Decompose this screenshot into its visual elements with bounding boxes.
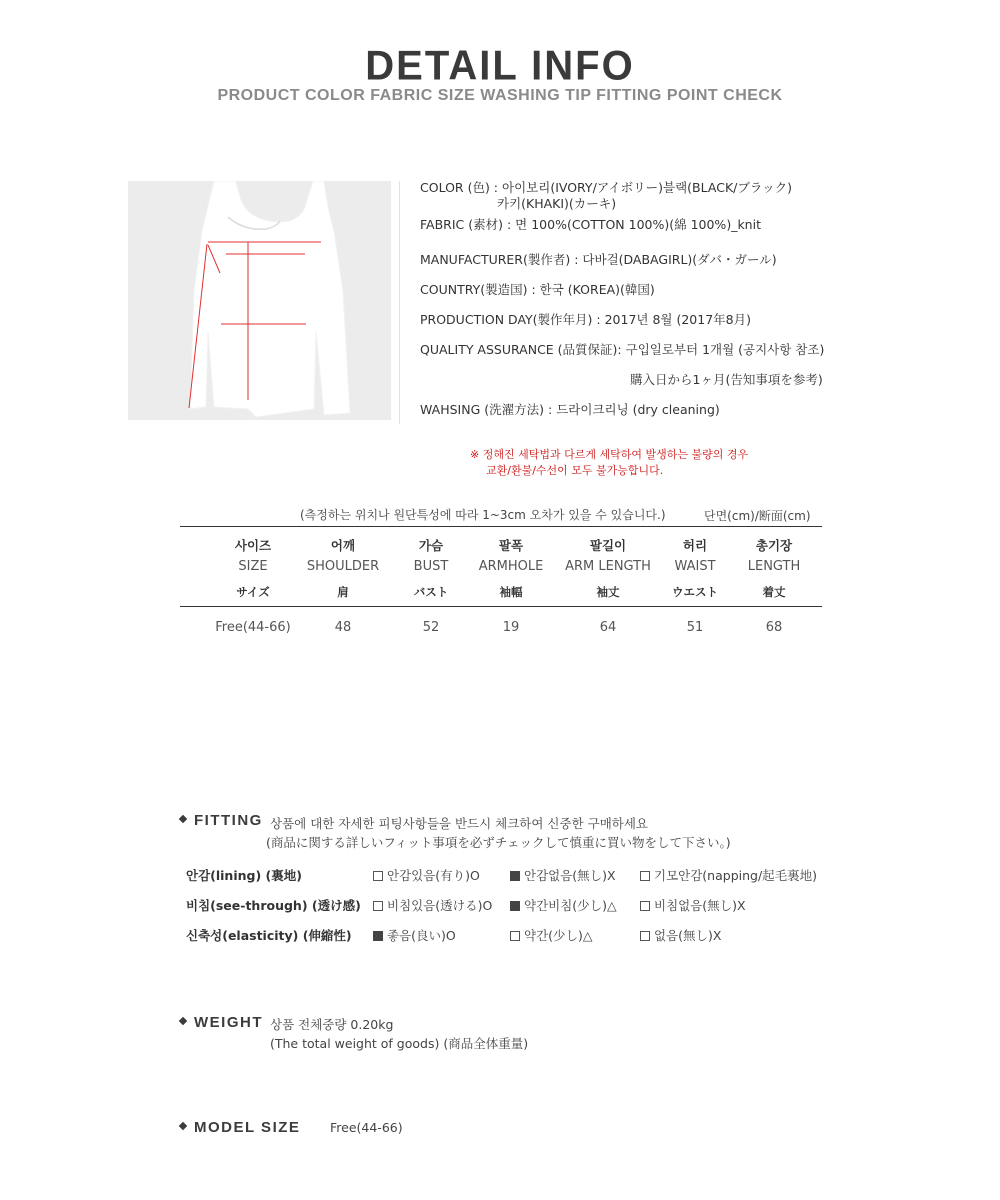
th-bust-en: BUST [413,559,449,574]
country-label: COUNTRY(製造国) : [420,282,536,297]
th-armhole-ko: 팔폭 [498,538,524,553]
fit-option: 약간비침(少し)△ [510,896,617,914]
td-bust: 52 [422,620,440,635]
weight-heading: WEIGHT [180,1014,263,1031]
production-label: PRODUCTION DAY(製作年月) : [420,312,601,327]
td-length: 68 [765,620,783,635]
manufacturer-row [420,250,777,268]
th-waist-jp: ウエスト [672,585,718,599]
quality-row [420,340,824,358]
notice-line-2: 교환/환불/수선이 모두 불가능합니다. [486,464,664,477]
th-length-jp: 着丈 [762,585,786,599]
th-armhole-en: ARMHOLE [478,559,544,574]
checkbox-icon [373,901,383,911]
th-bust-jp: バスト [413,585,449,599]
product-photo [128,181,391,420]
color-value-2: 카키(KHAKI)(カーキ) [497,196,617,211]
production-value: 2017년 8월 (2017年8月) [604,312,751,327]
washing-value: 드라이크리닝 (dry cleaning) [556,402,720,417]
diamond-bullet-icon [179,815,187,823]
table-header-ko [0,536,1000,556]
fit-option: 안감있음(有り)O [373,866,480,884]
fit-option: 없음(無し)X [640,926,721,944]
fitting-desc-2: (商品に関する詳しいフィット事項を必ずチェックして慎重に買い物をして下さい。) [266,835,731,850]
th-shoulder-jp: 肩 [337,585,349,599]
color-value: 아이보리(IVORY/アイボリー)블랙(BLACK/ブラック) [502,180,792,195]
th-armlength-en: ARM LENGTH [565,559,651,574]
table-mid-rule [180,606,822,607]
td-shoulder: 48 [334,620,352,635]
fabric-row [420,215,761,233]
th-waist-en: WAIST [674,559,716,574]
th-armlength-jp: 袖丈 [596,585,620,599]
color-label: COLOR (色) : [420,180,499,195]
country-row [420,280,655,298]
th-armlength-ko: 팔길이 [589,538,627,553]
th-length-ko: 총기장 [755,538,793,553]
checkbox-icon [640,871,650,881]
measure-unit: 단면(cm)/断面(cm) [704,509,811,523]
th-size-jp: サイズ [236,585,270,599]
th-size-en: SIZE [238,559,268,574]
production-row [420,310,751,328]
manufacturer-value: 다바걸(DABAGIRL)(ダバ・ガール) [582,252,777,267]
fit-option: 비침있음(透ける)O [373,896,492,914]
model-size-value: Free(44-66) [330,1120,403,1135]
measure-note: (측정하는 위치나 원단특성에 따라 1~3cm 오차가 있을 수 있습니다.) [300,508,666,522]
diamond-bullet-icon [179,1017,187,1025]
th-shoulder-en: SHOULDER [306,559,380,574]
weight-line-2: (The total weight of goods) (商品全体重量) [270,1036,529,1051]
fit-label-elasticity: 신축성(elasticity) (伸縮性) [186,928,352,943]
checkbox-icon [640,931,650,941]
th-shoulder-ko: 어깨 [330,538,356,553]
th-armhole-jp: 袖幅 [499,585,523,599]
fit-option: 비침없음(無し)X [640,896,746,914]
td-armhole: 19 [502,620,520,635]
checkbox-checked-icon [373,931,383,941]
td-waist: 51 [686,620,704,635]
checkbox-icon [640,901,650,911]
divider [399,181,400,424]
quality-value: 구입일로부터 1개월 (공지사항 참조) [625,342,825,357]
model-size-heading: MODEL SIZE [180,1119,300,1136]
manufacturer-label: MANUFACTURER(製作者) : [420,252,579,267]
fit-option: 약간(少し)△ [510,926,593,944]
country-value: 한국 (KOREA)(韓国) [539,282,655,297]
th-size-ko: 사이즈 [234,538,272,553]
fabric-value: 면 100%(COTTON 100%)(綿 100%)_knit [515,217,761,232]
th-waist-ko: 허리 [682,538,708,553]
washing-row [420,400,720,418]
quality-label: QUALITY ASSURANCE (品質保証): [420,342,622,357]
td-armlength: 64 [599,620,617,635]
th-bust-ko: 가슴 [418,538,444,553]
weight-line-1: 상품 전체중량 0.20kg [270,1017,394,1032]
fit-option: 좋음(良い)O [373,926,456,944]
fit-label-lining: 안감(lining) (裏地) [186,868,302,883]
fit-option: 안감없음(無し)X [510,866,616,884]
td-size: Free(44-66) [215,620,291,635]
diamond-bullet-icon [179,1122,187,1130]
fit-label-see-through: 비침(see-through) (透け感) [186,898,361,913]
quality-value-2: 購入日から1ヶ月(告知事項を参考) [630,372,823,387]
washing-label: WAHSING (洗濯方法) : [420,402,553,417]
checkbox-icon [510,931,520,941]
fabric-label: FABRIC (素材) : [420,217,512,232]
page-subtitle: PRODUCT COLOR FABRIC SIZE WASHING TIP FITTING POINT CHECK [217,87,783,104]
th-length-en: LENGTH [747,559,801,574]
fitting-desc-1: 상품에 대한 자세한 피팅사항들을 반드시 체크하여 신중한 구매하세요 [270,816,648,831]
notice-line-1: ※ 정해진 세탁법과 다르게 세탁하여 발생하는 불량의 경우 [470,448,749,461]
table-row [0,620,1000,640]
washing-notice [470,447,748,479]
checkbox-checked-icon [510,871,520,881]
page-title: DETAIL INFO [365,42,635,90]
table-top-rule [180,526,822,527]
table-header-jp [0,584,1000,604]
checkbox-icon [373,871,383,881]
fitting-heading: FITTING [180,812,263,829]
fit-option: 기모안감(napping/起毛裏地) [640,866,817,884]
shirt-shape [190,181,350,417]
table-header-en [0,559,1000,579]
checkbox-checked-icon [510,901,520,911]
shirt-illustration [128,181,391,420]
